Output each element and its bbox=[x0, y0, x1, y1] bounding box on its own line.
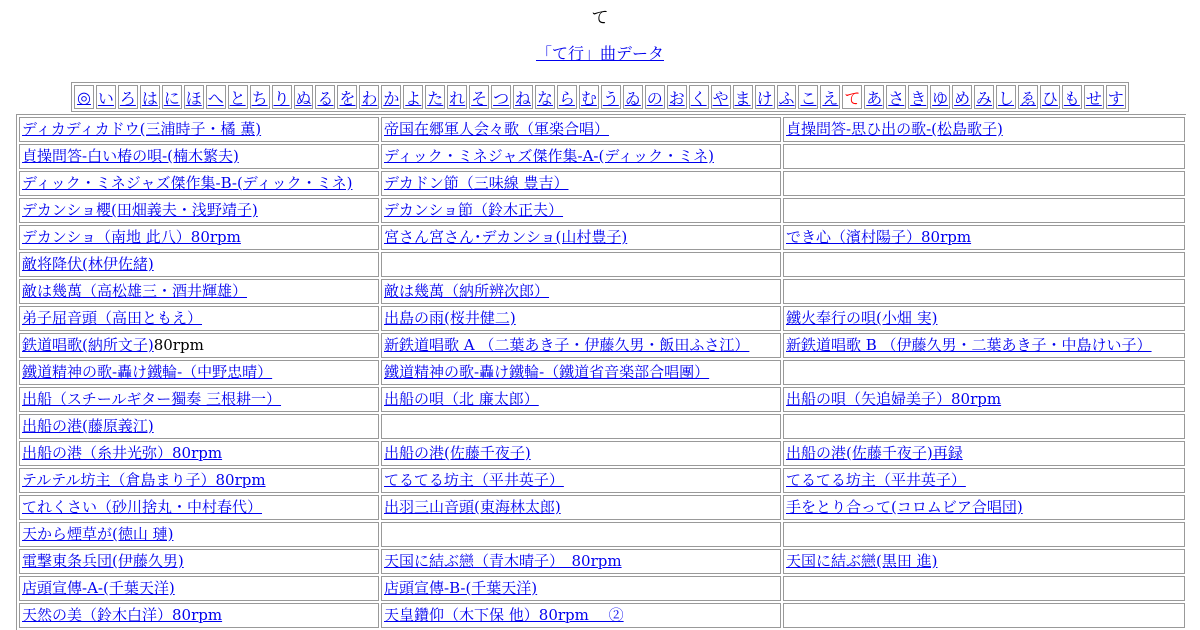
kana-nav-item bbox=[118, 85, 138, 109]
kana-nav-link[interactable]: す bbox=[1107, 88, 1124, 108]
song-link[interactable]: 天然の美（鈴木白洋）80rpm bbox=[22, 606, 223, 624]
kana-nav-item bbox=[711, 85, 731, 109]
kana-nav-item bbox=[294, 85, 314, 109]
kana-nav-link[interactable]: な bbox=[536, 88, 553, 108]
table-cell bbox=[783, 603, 1185, 628]
kana-nav-link[interactable]: ろ bbox=[119, 88, 136, 108]
kana-nav-link[interactable]: や bbox=[712, 88, 729, 108]
kana-nav-link[interactable]: か bbox=[383, 88, 400, 108]
kana-nav-link[interactable]: ぬ bbox=[295, 88, 312, 108]
song-link[interactable]: 出船（スチールギター獨奏 三根耕一） bbox=[22, 390, 282, 408]
table-cell bbox=[381, 387, 781, 412]
table-cell bbox=[381, 252, 781, 277]
kana-nav-item bbox=[1040, 85, 1060, 109]
table-cell bbox=[19, 360, 379, 385]
kana-nav-item bbox=[228, 85, 248, 109]
kana-nav-item bbox=[337, 85, 357, 109]
kana-nav-link[interactable]: め bbox=[954, 88, 971, 108]
kana-nav-link[interactable]: へ bbox=[207, 88, 224, 108]
kana-nav-link[interactable]: あ bbox=[866, 88, 883, 108]
kana-nav-item bbox=[184, 85, 204, 109]
table-cell bbox=[783, 252, 1185, 277]
table-cell bbox=[783, 117, 1185, 142]
kana-nav-item bbox=[798, 85, 818, 109]
song-link[interactable]: 電撃東条兵団(伊藤久男) bbox=[22, 552, 184, 570]
kana-nav-item bbox=[623, 85, 643, 109]
song-link[interactable]: 出島の雨(桜井健二) bbox=[384, 309, 516, 327]
song-link[interactable]: テルテル坊主（倉島まり子）80rpm bbox=[22, 471, 266, 489]
table-row bbox=[19, 117, 1185, 142]
kana-nav-link[interactable]: み bbox=[976, 88, 993, 108]
kana-nav-item bbox=[755, 85, 775, 109]
song-link[interactable]: 天から煙草が(徳山 璉) bbox=[22, 525, 174, 543]
song-link[interactable]: 店頭宣傳-A-(千葉天洋) bbox=[22, 579, 175, 597]
table-cell bbox=[783, 360, 1185, 385]
table-cell bbox=[19, 387, 379, 412]
song-link[interactable]: 手をとり合って(コロムビア合唱団) bbox=[786, 498, 1023, 516]
table-cell bbox=[19, 306, 379, 331]
song-link[interactable]: 出船の唄（矢追婦美子）80rpm bbox=[786, 390, 1002, 408]
kana-nav-item bbox=[645, 85, 665, 109]
song-link[interactable]: ディック・ミネジャズ傑作集-A-(ディック・ミネ) bbox=[384, 147, 714, 165]
table-cell bbox=[783, 306, 1185, 331]
table-row bbox=[19, 360, 1185, 385]
table-cell bbox=[19, 576, 379, 601]
kana-nav-link[interactable]: ち bbox=[251, 88, 268, 108]
table-cell bbox=[19, 198, 379, 223]
kana-nav-item bbox=[996, 85, 1016, 109]
table-row bbox=[19, 333, 1185, 358]
table-cell bbox=[19, 117, 379, 142]
table-row bbox=[19, 387, 1185, 412]
song-link[interactable]: 敵は幾萬（納所辨次郎） bbox=[384, 282, 550, 300]
kana-nav-item bbox=[1062, 85, 1082, 109]
subtitle-container bbox=[0, 44, 1200, 64]
song-link[interactable]: てれくさい（砂川捨丸・中村春代） bbox=[22, 498, 263, 516]
kana-nav-link[interactable]: も bbox=[1063, 88, 1080, 108]
page-title: て bbox=[591, 8, 609, 28]
song-link[interactable]: 出船の唄（北 廉太郎） bbox=[384, 390, 539, 408]
kana-nav-link[interactable]: お bbox=[668, 88, 685, 108]
kana-nav-link[interactable]: け bbox=[756, 88, 773, 108]
table-cell bbox=[19, 495, 379, 520]
kana-nav-link[interactable]: に bbox=[163, 88, 180, 108]
table-row bbox=[19, 441, 1185, 466]
subtitle-link[interactable]: 「て行」曲データ bbox=[535, 44, 664, 63]
table-cell bbox=[381, 495, 781, 520]
kana-nav-link[interactable]: る bbox=[317, 88, 334, 108]
table-row bbox=[19, 549, 1185, 574]
kana-nav-link[interactable]: ゆ bbox=[932, 88, 949, 108]
kana-nav-link[interactable]: と bbox=[229, 88, 246, 108]
song-link[interactable]: 宮さん宮さん･デカンショ(山村豊子) bbox=[384, 228, 628, 246]
table-cell bbox=[381, 360, 781, 385]
table-row bbox=[19, 603, 1185, 628]
table-cell bbox=[783, 198, 1185, 223]
kana-nav-link[interactable]: ま bbox=[734, 88, 751, 108]
song-link[interactable]: デカンショ節（鈴木正夫） bbox=[384, 201, 564, 219]
kana-nav-item bbox=[359, 85, 379, 109]
kana-nav-link[interactable]: く bbox=[690, 88, 707, 108]
table-cell bbox=[19, 252, 379, 277]
table-cell bbox=[19, 333, 379, 358]
song-link[interactable]: 鉄道唱歌(納所文子) bbox=[22, 336, 154, 354]
table-row bbox=[19, 198, 1185, 223]
kana-nav-link[interactable]: た bbox=[427, 88, 444, 108]
kana-nav-link[interactable]: き bbox=[910, 88, 927, 108]
song-link[interactable]: てるてる坊主（平井英子） bbox=[384, 471, 564, 489]
kana-nav-item bbox=[425, 85, 445, 109]
table-cell bbox=[381, 441, 781, 466]
table-row bbox=[19, 171, 1185, 196]
kana-nav-item bbox=[162, 85, 182, 109]
kana-nav-link[interactable]: し bbox=[998, 88, 1015, 108]
table-cell bbox=[783, 495, 1185, 520]
table-cell bbox=[381, 198, 781, 223]
song-link[interactable]: 店頭宣傳-B-(千葉天洋) bbox=[384, 579, 538, 597]
table-cell bbox=[783, 441, 1185, 466]
kana-nav-item bbox=[952, 85, 972, 109]
kana-nav-link[interactable]: う bbox=[602, 88, 619, 108]
table-cell bbox=[783, 225, 1185, 250]
song-link[interactable]: 新鉄道唱歌 B （伊藤久男・二葉あき子・中島けい子） bbox=[786, 336, 1152, 354]
table-cell bbox=[783, 468, 1185, 493]
kana-nav-link[interactable]: ね bbox=[515, 88, 532, 108]
table-cell bbox=[19, 441, 379, 466]
kana-nav-link[interactable]: り bbox=[273, 88, 290, 108]
song-link[interactable]: 弟子屈音頭（高田ともえ） bbox=[22, 309, 203, 327]
kana-nav-link[interactable]: せ bbox=[1085, 88, 1102, 108]
kana-nav-item bbox=[140, 85, 160, 109]
table-cell bbox=[19, 414, 379, 439]
song-link[interactable]: 貞操問答-白い椿の唄-(楠木繁夫) bbox=[22, 147, 239, 165]
kana-nav-item bbox=[250, 85, 270, 109]
kana-nav-item bbox=[886, 85, 906, 109]
kana-nav-link[interactable]: ゐ bbox=[624, 88, 641, 108]
table-cell bbox=[783, 522, 1185, 547]
table-row bbox=[19, 306, 1185, 331]
song-link[interactable]: 天皇鑽仰（木下保 他）80rpm ② bbox=[384, 606, 624, 624]
table-cell bbox=[381, 468, 781, 493]
song-link[interactable]: 敵は幾萬（高松雄三・酒井輝雄） bbox=[22, 282, 248, 300]
kana-nav-link[interactable]: れ bbox=[449, 88, 466, 108]
table-cell bbox=[19, 549, 379, 574]
kana-nav-item bbox=[842, 85, 862, 109]
table-row bbox=[19, 252, 1185, 277]
table-cell bbox=[783, 279, 1185, 304]
kana-nav-link[interactable]: え bbox=[822, 88, 839, 108]
song-link[interactable]: 出船の港(藤原義江) bbox=[22, 417, 154, 435]
table-cell bbox=[19, 144, 379, 169]
song-link[interactable]: 新鉄道唱歌 A （二葉あき子・伊藤久男・飯田ふさ江） bbox=[384, 336, 750, 354]
table-cell bbox=[381, 279, 781, 304]
kana-nav-link[interactable]: ら bbox=[558, 88, 575, 108]
kana-nav-item bbox=[974, 85, 994, 109]
kana-nav-item bbox=[1018, 85, 1038, 109]
table-cell bbox=[19, 171, 379, 196]
song-link[interactable]: 鐵道精神の歌-轟け鐵輪-（鐵道省音楽部合唱團） bbox=[384, 363, 710, 381]
kana-nav-link[interactable]: む bbox=[580, 88, 597, 108]
song-link[interactable]: デカンショ櫻(田畑義夫・浅野靖子) bbox=[22, 201, 258, 219]
kana-nav-link[interactable]: よ bbox=[405, 88, 422, 108]
song-link[interactable]: デカドン節（三味線 豊吉） bbox=[384, 174, 569, 192]
table-cell bbox=[783, 333, 1185, 358]
kana-nav-link[interactable]: ふ bbox=[778, 88, 795, 108]
kana-nav-item bbox=[272, 85, 292, 109]
table-row bbox=[19, 279, 1185, 304]
table-cell bbox=[783, 387, 1185, 412]
song-link[interactable]: 出船の港(佐藤千夜子) bbox=[384, 444, 531, 462]
song-link[interactable]: 貞操問答-思ひ出の歌-(松島歌子) bbox=[786, 120, 1003, 138]
table-row bbox=[19, 225, 1185, 250]
song-link[interactable]: 帝国在郷軍人会々歌（軍楽合唱） bbox=[384, 120, 610, 138]
song-link[interactable]: 鐵火奉行の唄(小畑 実) bbox=[786, 309, 938, 327]
table-cell bbox=[783, 171, 1185, 196]
table-row bbox=[19, 144, 1185, 169]
kana-nav-item bbox=[579, 85, 599, 109]
table-cell bbox=[783, 144, 1185, 169]
kana-nav-item bbox=[1084, 85, 1104, 109]
song-table-container bbox=[16, 114, 1186, 630]
table-cell bbox=[381, 603, 781, 628]
kana-nav-link[interactable]: を bbox=[339, 88, 356, 108]
table-cell bbox=[783, 414, 1185, 439]
table-cell bbox=[381, 576, 781, 601]
kana-nav-item bbox=[601, 85, 621, 109]
kana-nav-item bbox=[469, 85, 489, 109]
kana-nav-item bbox=[667, 85, 687, 109]
kana-nav-link[interactable]: ひ bbox=[1041, 88, 1058, 108]
kana-nav-item bbox=[777, 85, 797, 109]
table-cell bbox=[19, 279, 379, 304]
song-link[interactable]: 鐵道精神の歌-轟け鐵輪-（中野忠晴） bbox=[22, 363, 273, 381]
table-cell bbox=[381, 225, 781, 250]
kana-nav-link[interactable]: て bbox=[844, 88, 861, 108]
kana-nav-link[interactable]: の bbox=[646, 88, 663, 108]
song-link[interactable]: でき心（濱村陽子）80rpm bbox=[786, 228, 972, 246]
kana-nav-item bbox=[908, 85, 928, 109]
kana-nav-item bbox=[447, 85, 467, 109]
song-link[interactable]: 敵将降伏(林伊佐緒) bbox=[22, 255, 154, 273]
song-link[interactable]: 出羽三山音頭(東海林太郎) bbox=[384, 498, 561, 516]
song-table bbox=[16, 114, 1186, 630]
kana-nav-item bbox=[864, 85, 884, 109]
song-note: 80rpm bbox=[153, 336, 204, 354]
kana-nav-link[interactable]: わ bbox=[361, 88, 378, 108]
kana-nav-item bbox=[689, 85, 709, 109]
song-link[interactable]: デカンショ（南地 此八）80rpm bbox=[22, 228, 241, 246]
table-cell bbox=[381, 117, 781, 142]
table-cell bbox=[19, 225, 379, 250]
kana-nav-item bbox=[381, 85, 401, 109]
kana-nav-item bbox=[491, 85, 511, 109]
kana-nav-link[interactable]: つ bbox=[493, 88, 510, 108]
kana-nav-item bbox=[403, 85, 423, 109]
table-cell bbox=[381, 414, 781, 439]
table-cell bbox=[381, 333, 781, 358]
kana-nav-item bbox=[733, 85, 753, 109]
table-row bbox=[19, 414, 1185, 439]
table-cell bbox=[19, 522, 379, 547]
kana-index-nav bbox=[71, 82, 1129, 112]
kana-nav-item bbox=[513, 85, 533, 109]
kana-nav-link[interactable]: い bbox=[97, 88, 114, 108]
table-cell bbox=[381, 144, 781, 169]
song-link[interactable]: 天国に結ぶ戀（青木晴子） 80rpm bbox=[384, 552, 622, 570]
kana-nav-link[interactable]: は bbox=[141, 88, 158, 108]
table-row bbox=[19, 576, 1185, 601]
kana-nav-link[interactable]: ほ bbox=[185, 88, 202, 108]
kana-nav-link[interactable]: こ bbox=[800, 88, 817, 108]
kana-nav-item bbox=[74, 85, 94, 109]
kana-nav-item bbox=[820, 85, 840, 109]
table-cell bbox=[19, 603, 379, 628]
table-cell bbox=[381, 549, 781, 574]
table-row bbox=[19, 468, 1185, 493]
song-link[interactable]: 出船の港(佐藤千夜子)再録 bbox=[786, 444, 963, 462]
kana-nav-item bbox=[315, 85, 335, 109]
song-link[interactable]: てるてる坊主（平井英子） bbox=[786, 471, 966, 489]
table-cell bbox=[381, 522, 781, 547]
kana-nav-item bbox=[535, 85, 555, 109]
song-link[interactable]: 天国に結ぶ戀(黒田 進) bbox=[786, 552, 938, 570]
table-cell bbox=[381, 171, 781, 196]
kana-nav-link[interactable]: ◎ bbox=[76, 87, 91, 107]
song-link[interactable]: ディカディカドウ(三浦時子・橘 薫) bbox=[22, 120, 262, 138]
song-link[interactable]: ディック・ミネジャズ傑作集-B-(ディック・ミネ) bbox=[22, 174, 353, 192]
kana-nav-item bbox=[1106, 85, 1126, 109]
table-cell bbox=[19, 468, 379, 493]
table-cell bbox=[381, 306, 781, 331]
song-link[interactable]: 出船の港（糸井光弥）80rpm bbox=[22, 444, 223, 462]
table-row bbox=[19, 522, 1185, 547]
table-cell bbox=[783, 576, 1185, 601]
kana-nav-item bbox=[557, 85, 577, 109]
kana-nav-item bbox=[96, 85, 116, 109]
kana-nav-item bbox=[930, 85, 950, 109]
table-cell bbox=[783, 549, 1185, 574]
table-row bbox=[19, 495, 1185, 520]
kana-nav-link[interactable]: さ bbox=[888, 88, 905, 108]
kana-nav-link[interactable]: ゑ bbox=[1019, 88, 1036, 108]
kana-nav-item bbox=[206, 85, 226, 109]
kana-nav-link[interactable]: そ bbox=[471, 88, 488, 108]
